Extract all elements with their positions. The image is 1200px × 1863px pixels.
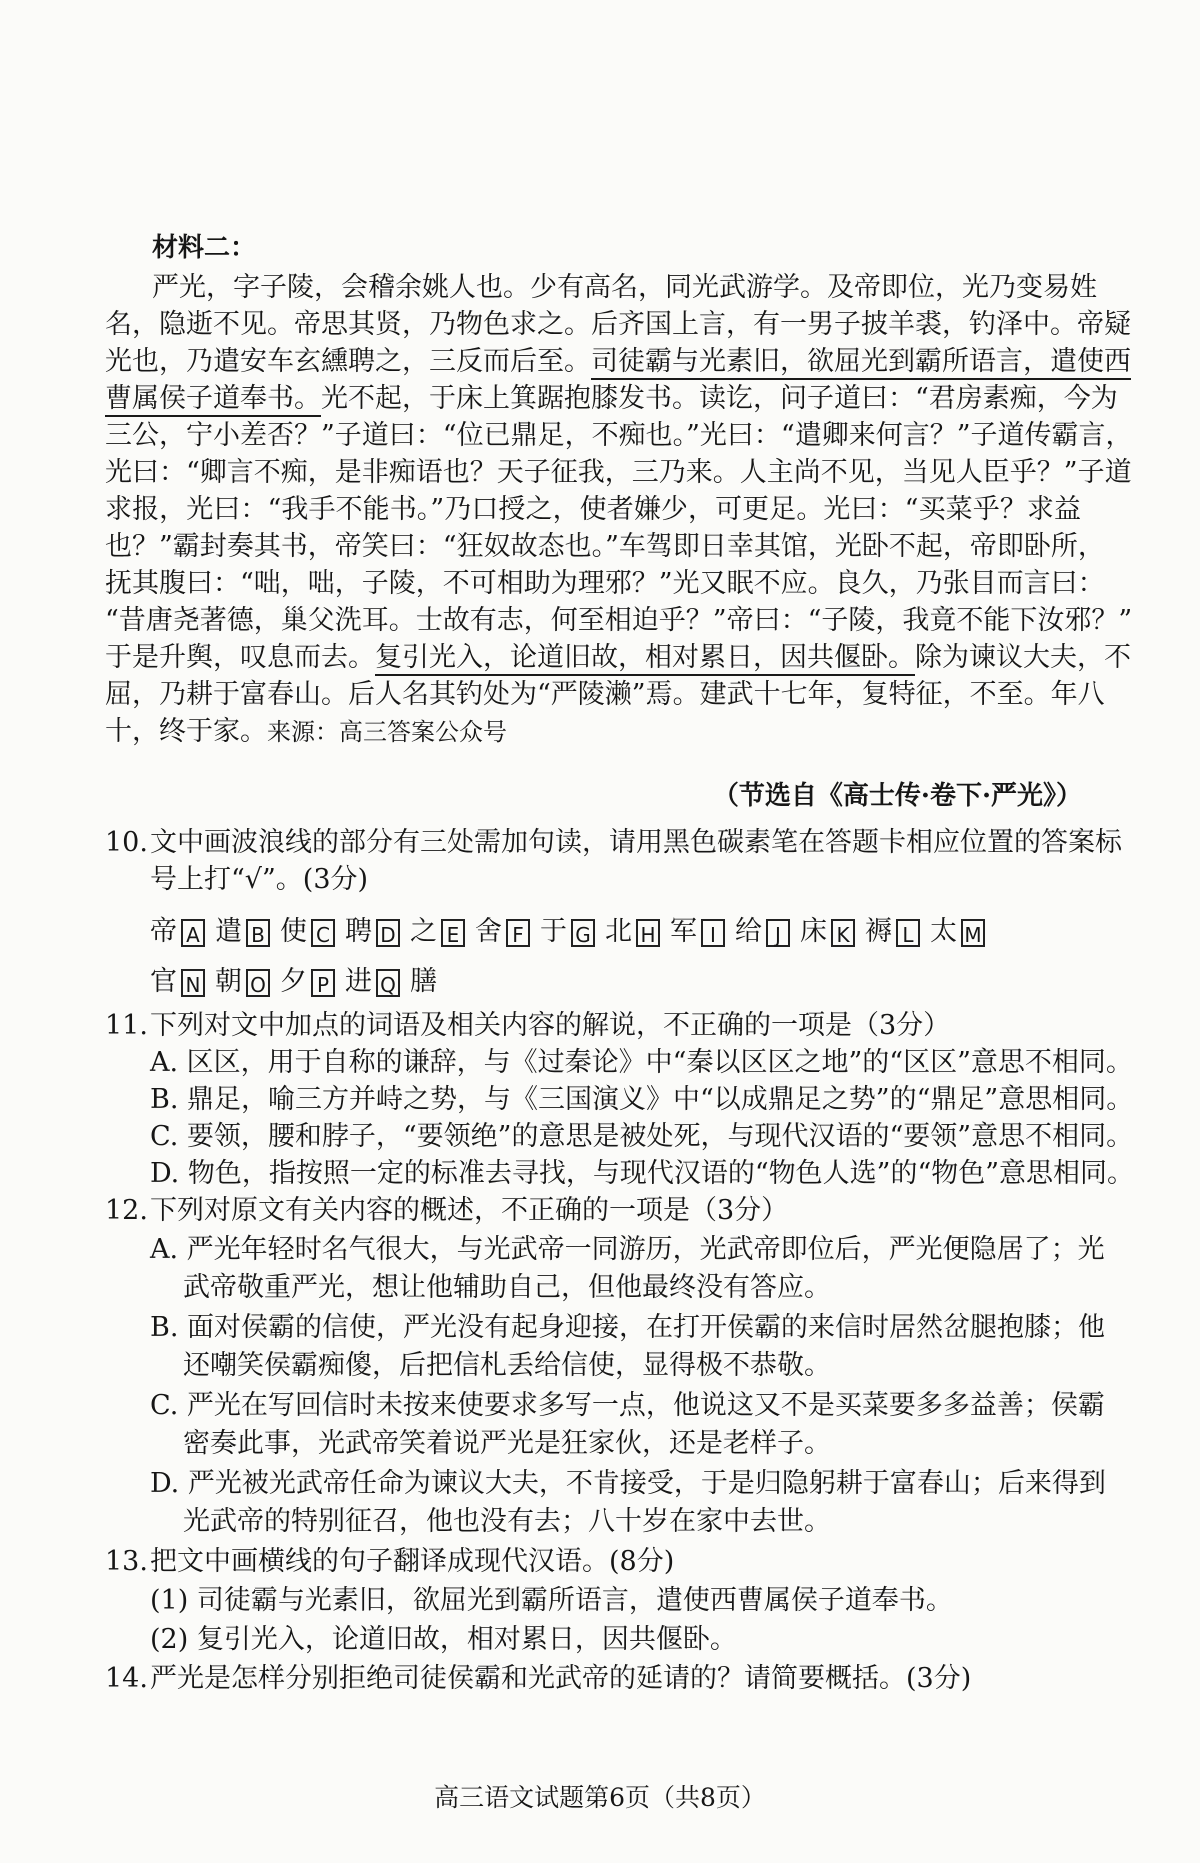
- q10-char: 使: [280, 916, 307, 947]
- passage-line: [105, 381, 1118, 417]
- q11-option-b: B. 鼎足，喻三方并峙之势，与《三国演义》中“以成鼎足之势”的“鼎足”意思相同。: [150, 1084, 1134, 1115]
- passage-line: [105, 307, 1131, 343]
- q10-answer-box[interactable]: D: [376, 919, 400, 947]
- q10-answer-box[interactable]: A: [181, 919, 205, 947]
- q12-option-a-line2: 武帝敬重严光，想让他辅助自己，但他最终没有答应。: [183, 1272, 831, 1303]
- q12-option-d-line2: 光武帝的特别征召，他也没有去；八十岁在家中去世。: [183, 1506, 831, 1537]
- q10-segment: [540, 912, 597, 952]
- passage-line: [105, 640, 1131, 676]
- q12-option-a-line1: A. 严光年轻时名气很大，与光武帝一同游历，光武帝即位后，严光便隐居了；光: [150, 1234, 1105, 1265]
- q10-segment: [150, 912, 207, 952]
- passage-line: [105, 455, 1132, 491]
- passage-text: 严光，字子陵，会稽余姚人也。少有高名，同光武游学。及帝即位，光乃变易姓: [152, 272, 1097, 303]
- q10-segment: [410, 962, 437, 1002]
- q12-option-d-line1: D. 严光被光武帝任命为谏议大夫，不肯接受，于是归隐躬耕于富春山；后来得到: [150, 1468, 1106, 1499]
- q10-segment: [800, 912, 857, 952]
- q10-answer-box[interactable]: F: [506, 919, 530, 947]
- q10-char: 进: [345, 966, 372, 997]
- passage-text: 十，终于家。: [105, 716, 267, 747]
- q11-text: 下列对文中加点的词语及相关内容的解说，不正确的一项是（3分）: [150, 1010, 951, 1041]
- passage-line: [105, 418, 1133, 454]
- q11-option-d: D. 物色，指按照一定的标准去寻找，与现代汉语的“物色人选”的“物色”意思相同。: [150, 1158, 1135, 1189]
- q10-answer-box[interactable]: Q: [376, 969, 400, 997]
- q10-segment: [345, 962, 402, 1002]
- source-note: 来源：高三答案公众号: [267, 718, 507, 746]
- q13-item-2: (2) 复引光入，论道旧故，相对累日，因共偃卧。: [150, 1624, 737, 1655]
- passage-text: 屈，乃耕于富春山。后人名其钓处为“严陵濑”焉。建武十七年，复特征，不至。年八: [105, 679, 1105, 710]
- q10-segment: [215, 912, 272, 952]
- q10-segment: [280, 962, 337, 1002]
- q10-answer-box[interactable]: H: [636, 919, 660, 947]
- q10-char: 夕: [280, 966, 307, 997]
- passage-line: [105, 677, 1105, 713]
- q13-number: 13.: [105, 1546, 148, 1577]
- q10-answer-box[interactable]: N: [181, 969, 205, 997]
- q10-segment: [930, 912, 987, 952]
- passage-text: 光曰：“卿言不痴，是非痴语也？天子征我，三乃来。人主尚不见，当见人臣乎？”子道: [105, 457, 1132, 488]
- q12-number: 12.: [105, 1195, 148, 1226]
- q10-char: 太: [930, 916, 957, 947]
- q11-option-a: A. 区区，用于自称的谦辞，与《过秦论》中“秦以区区之地”的“区区”意思不相同。: [150, 1047, 1133, 1078]
- passage-line: [105, 344, 1131, 380]
- q12-option-b-line2: 还嘲笑侯霸痴傻，后把信札丢给信使，显得极不恭敬。: [183, 1350, 831, 1381]
- q10-char: 膳: [410, 966, 437, 997]
- passage-text: 也？”霸封奏其书，帝笑曰：“狂奴故态也。”车驾即日幸其馆，光卧不起，帝即卧所，: [105, 531, 1105, 562]
- q10-char: 聘: [345, 916, 372, 947]
- q10-segment: [280, 912, 337, 952]
- q10-answer-box[interactable]: G: [571, 919, 595, 947]
- q10-char: 之: [410, 916, 437, 947]
- passage-line: [105, 492, 1081, 528]
- q10-segment: [345, 912, 402, 952]
- passage-text: 抚其腹曰：“咄，咄，子陵，不可相助为理邪？”光又眠不应。良久，乃张目而言曰：: [105, 568, 1105, 599]
- q10-answer-box[interactable]: K: [831, 919, 855, 947]
- q10-char: 遣: [215, 916, 242, 947]
- q10-char: 床: [800, 916, 827, 947]
- q10-char: 军: [670, 916, 697, 947]
- q10-char: 北: [605, 916, 632, 947]
- q10-segment: [150, 962, 207, 1002]
- q10-answer-box[interactable]: E: [441, 919, 465, 947]
- q10-segment: [215, 962, 272, 1002]
- q10-text-line2: 号上打“√”。(3分): [150, 864, 369, 895]
- q10-segment: [670, 912, 727, 952]
- q12-text: 下列对原文有关内容的概述，不正确的一项是（3分）: [150, 1195, 789, 1226]
- q11-option-c: C. 要领，腰和脖子，“要领绝”的意思是被处死，与现代汉语的“要领”意思不相同。: [150, 1121, 1134, 1152]
- passage-text: 光不起，于床上箕踞抱膝发书。读讫，问子道曰：“君房素痴，今为: [321, 383, 1118, 414]
- q10-segment: [735, 912, 792, 952]
- passage-text: 三公，宁小差否？”子道曰：“位已鼎足，不痴也。”光曰：“遣卿来何言？”子道传霸言，: [105, 420, 1133, 451]
- q10-char: 褥: [865, 916, 892, 947]
- q14-number: 14.: [105, 1663, 148, 1694]
- passage-citation: （节选自《高士传·卷下·严光》）: [712, 781, 1082, 811]
- material-heading: 材料二：: [152, 233, 257, 263]
- passage-line: [105, 566, 1105, 602]
- passage-text: 于是升舆，叹息而去。: [105, 642, 375, 673]
- q13-item-1: (1) 司徒霸与光素旧，欲屈光到霸所语言，遣使西曹属侯子道奉书。: [150, 1585, 953, 1616]
- passage-line: [105, 714, 507, 750]
- q10-answer-box[interactable]: J: [766, 919, 790, 947]
- q10-number: 10.: [105, 827, 148, 858]
- underlined-sentence: 曹属侯子道奉书。: [105, 383, 321, 417]
- q10-char: 给: [735, 916, 762, 947]
- passage-text: 求报，光曰：“我手不能书。”乃口授之，使者嫌少，可更足。光曰：“买菜乎？求益: [105, 494, 1081, 525]
- underlined-sentence: 复引光入，论道旧故，相对累日，因共偃卧。: [375, 642, 915, 676]
- q10-text-line1: 文中画波浪线的部分有三处需加句读，请用黑色碳素笔在答题卡相应位置的答案标: [150, 827, 1122, 858]
- q10-answer-box[interactable]: B: [246, 919, 270, 947]
- q10-answer-box[interactable]: O: [246, 969, 270, 997]
- q10-answer-box[interactable]: M: [961, 919, 985, 947]
- q12-option-c-line1: C. 严光在写回信时未按来使要求多写一点，他说这又不是买菜要多多益善；侯霸: [150, 1390, 1105, 1421]
- q10-answer-box[interactable]: I: [701, 919, 725, 947]
- passage-text: 除为谏议大夫，不: [915, 642, 1131, 673]
- passage-line: [152, 270, 1097, 306]
- q12-option-b-line1: B. 面对侯霸的信使，严光没有起身迎接，在打开侯霸的来信时居然岔腿抱膝；他: [150, 1312, 1106, 1343]
- passage-text: “昔唐尧著德，巢父洗耳。士故有志，何至相迫乎？”帝曰：“子陵，我竟不能下汝邪？”: [105, 605, 1133, 636]
- underlined-sentence: 司徒霸与光素旧，欲屈光到霸所语言，遣使西: [591, 346, 1131, 380]
- q13-text: 把文中画横线的句子翻译成现代汉语。(8分): [150, 1546, 675, 1577]
- passage-line: [105, 603, 1133, 639]
- q10-segment: [605, 912, 662, 952]
- q10-answer-box[interactable]: L: [896, 919, 920, 947]
- q10-char: 朝: [215, 966, 242, 997]
- q10-answer-box[interactable]: P: [311, 969, 335, 997]
- q10-char: 官: [150, 966, 177, 997]
- q10-segment: [865, 912, 922, 952]
- q10-segment: [410, 912, 467, 952]
- passage-line: [105, 529, 1105, 565]
- passage-text: 名，隐逝不见。帝思其贤，乃物色求之。后齐国上言，有一男子披羊裘，钓泽中。帝疑: [105, 309, 1131, 340]
- q10-segment-row1: [150, 912, 995, 952]
- q10-answer-box[interactable]: C: [311, 919, 335, 947]
- q14-text: 严光是怎样分别拒绝司徒侯霸和光武帝的延请的？请简要概括。(3分): [150, 1663, 972, 1694]
- page-footer: 高三语文试题第6页（共8页）: [434, 1783, 766, 1812]
- q10-char: 于: [540, 916, 567, 947]
- passage-text: 光也，乃遣安车玄纁聘之，三反而后至。: [105, 346, 591, 377]
- q10-segment: [475, 912, 532, 952]
- q12-option-c-line2: 密奏此事，光武帝笑着说严光是狂家伙，还是老样子。: [183, 1428, 831, 1459]
- q11-number: 11.: [105, 1010, 148, 1041]
- q10-char: 舍: [475, 916, 502, 947]
- q10-segment-row2: [150, 962, 445, 1002]
- q10-char: 帝: [150, 916, 177, 947]
